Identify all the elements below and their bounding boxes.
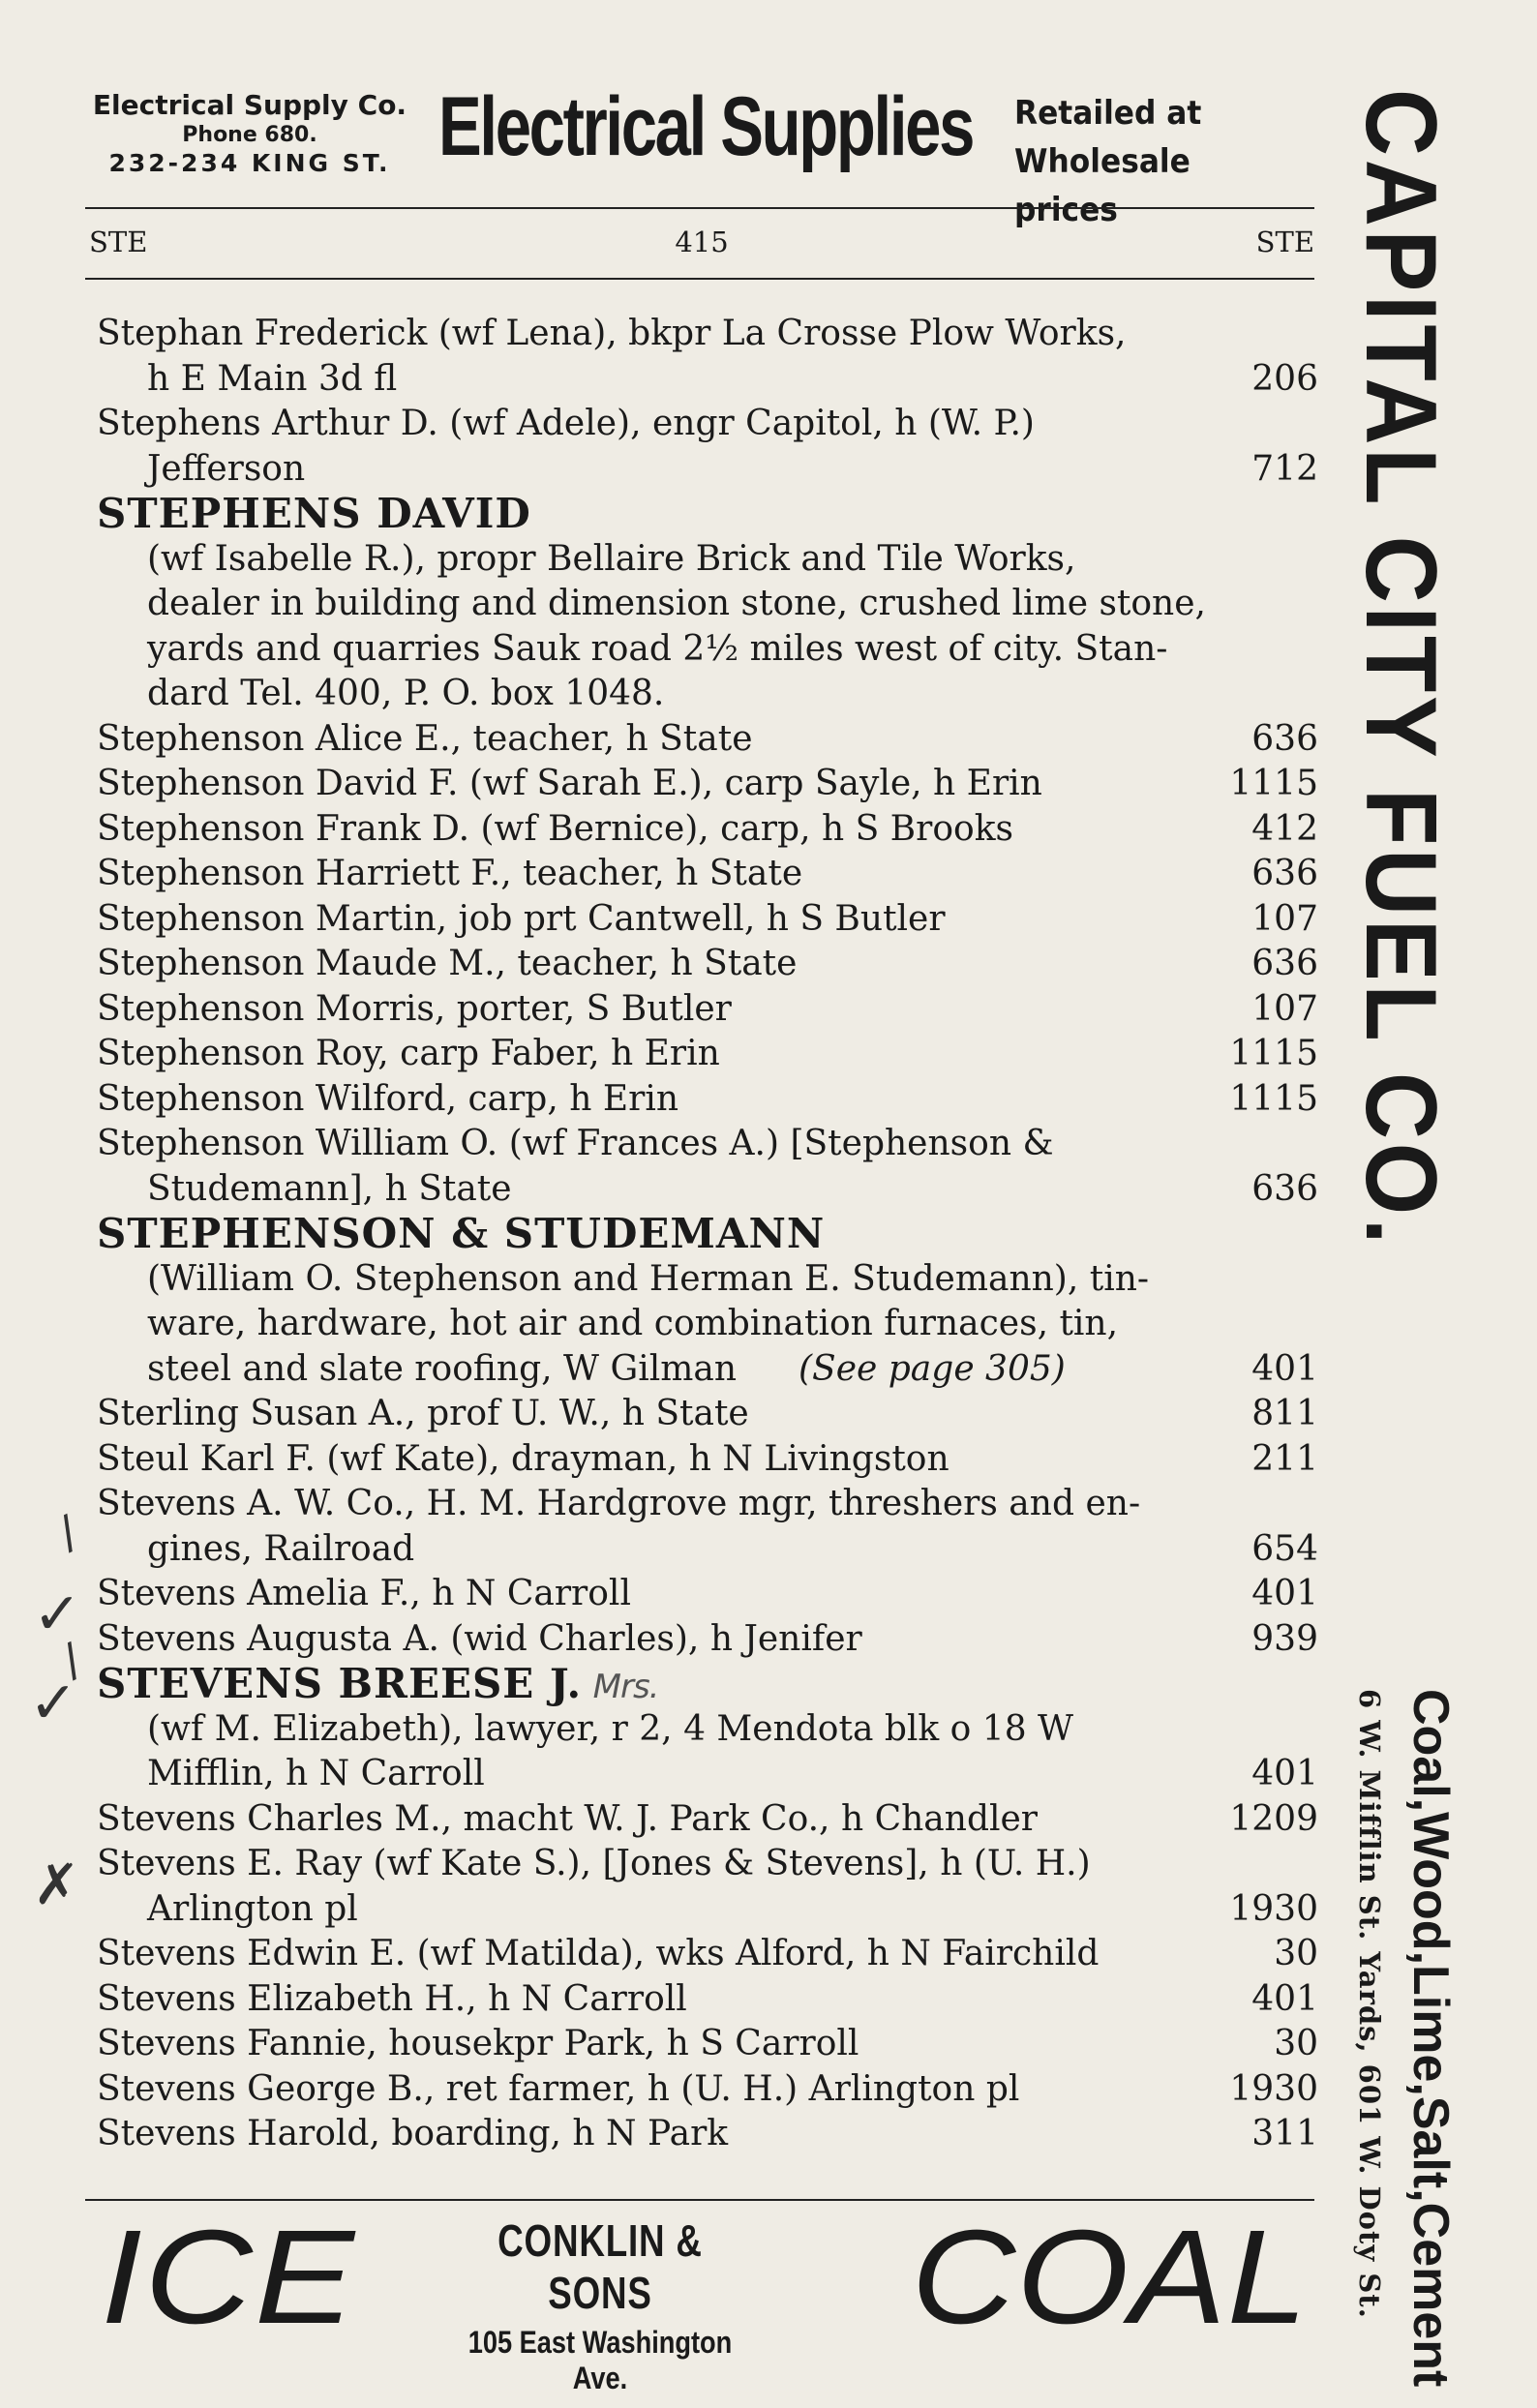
entry-heading xyxy=(97,1662,1318,1707)
entry-line xyxy=(97,1032,1318,1077)
house-number: 636 xyxy=(1251,718,1318,759)
entry-line-text: Stevens Augusta A. (wid Charles), h Jenifer xyxy=(97,1618,862,1659)
entry-line-text: Stephenson Roy, carp Faber, h Erin xyxy=(97,1034,720,1073)
ad-tagline xyxy=(1014,89,1299,234)
entry-line-text: gines, Railroad xyxy=(147,1528,415,1569)
header-rule-top xyxy=(85,207,1314,209)
entry-line-text: Stevens Elizabeth H., h N Carroll xyxy=(97,1978,687,2019)
directory-entry xyxy=(97,312,1318,402)
entry-line xyxy=(97,1572,1318,1617)
house-number: 1209 xyxy=(1229,1798,1318,1839)
entry-line xyxy=(97,1122,1318,1167)
entry-line-text: Stephens Arthur D. (wf Adele), engr Capitol, h (W. P.) xyxy=(97,404,1035,443)
directory-entry xyxy=(97,1032,1318,1077)
entry-line xyxy=(97,1167,1318,1213)
bottom-ad-rule xyxy=(85,2199,1314,2201)
handwritten-annotation: Mrs. xyxy=(592,1668,659,1706)
entry-line xyxy=(97,1932,1318,1977)
entry-line-text: Stephenson Wilford, carp, h Erin xyxy=(97,1078,679,1119)
directory-entry xyxy=(97,2022,1318,2067)
entry-line xyxy=(97,1617,1318,1663)
entry-heading xyxy=(97,492,1318,537)
entry-line xyxy=(97,1527,1318,1573)
entry-heading xyxy=(97,1212,1318,1257)
entry-line xyxy=(97,2112,1318,2157)
entry-line-text: yards and quarries Sauk road 2½ miles west of city. Stan- xyxy=(147,628,1168,669)
entry-line xyxy=(97,357,1318,403)
margin-mark-slash: / xyxy=(53,1633,90,1687)
entry-line-text: steel and slate roofing, W Gilman xyxy=(147,1348,738,1389)
house-number: 311 xyxy=(1251,2114,1318,2153)
entry-line xyxy=(97,1257,1318,1303)
entry-line xyxy=(97,942,1318,987)
directory-entry xyxy=(97,1797,1318,1843)
entry-line xyxy=(97,1302,1318,1347)
entry-line-text: (wf Isabelle R.), propr Bellaire Brick and Tile Works, xyxy=(147,538,1076,579)
entry-line xyxy=(97,1437,1318,1483)
header-left-key: STE xyxy=(89,226,148,258)
ad-tagline-2: Wholesale prices xyxy=(1014,142,1190,229)
directory-entry-display xyxy=(97,492,1318,717)
house-number: 412 xyxy=(1251,808,1318,849)
entry-line xyxy=(97,897,1318,943)
running-header xyxy=(89,226,1314,264)
ad-company-block xyxy=(85,89,414,177)
entry-line-text: Stevens George B., ret farmer, h (U. H.) Arlington pl xyxy=(97,2068,1020,2109)
entry-line-text: Mifflin, h N Carroll xyxy=(147,1754,485,1793)
directory-entries xyxy=(97,312,1318,2157)
entry-line-text: Stevens Harold, boarding, h N Park xyxy=(97,2114,729,2153)
entry-line-text: Stephenson William O. (wf Frances A.) [Stephenson & xyxy=(97,1124,1054,1163)
top-advertisement xyxy=(85,77,1314,229)
house-number: 712 xyxy=(1251,448,1318,489)
entry-line xyxy=(97,2022,1318,2067)
margin-checkmark: ✓ xyxy=(33,1580,82,1648)
margin-cross-mark: ✗ xyxy=(33,1851,80,1917)
house-number: 1115 xyxy=(1229,1078,1318,1119)
entry-line-text: Stephenson David F. (wf Sarah E.), carp Sayle, h Erin xyxy=(97,764,1042,803)
entry-line-text: dealer in building and dimension stone, crushed lime stone, xyxy=(147,584,1206,623)
directory-entry xyxy=(97,717,1318,763)
margin-mark-slash: / xyxy=(49,1505,86,1559)
entry-line-text: Stevens A. W. Co., H. M. Hardgrove mgr, threshers and en- xyxy=(97,1484,1141,1523)
entry-line xyxy=(97,1707,1318,1753)
entry-line-text: (wf M. Elizabeth), lawyer, r 2, 4 Mendota blk o 18 W xyxy=(147,1708,1074,1749)
entry-line xyxy=(97,807,1318,853)
ad-ice-word: ICE xyxy=(101,2203,357,2352)
house-number: 811 xyxy=(1251,1394,1318,1433)
entry-line-text: ware, hardware, hot air and combination furnaces, tin, xyxy=(147,1304,1119,1343)
entry-line xyxy=(97,1482,1318,1527)
entry-line xyxy=(97,2067,1318,2113)
entry-line-text: (William O. Stephenson and Herman E. Studemann), tin- xyxy=(147,1258,1150,1299)
entry-line xyxy=(97,1347,1318,1393)
house-number: 654 xyxy=(1251,1528,1318,1569)
margin-checkmark: ✓ xyxy=(29,1670,78,1737)
entry-heading-text: STEPHENSON & STUDEMANN xyxy=(97,1210,826,1257)
ad-company-name: Electrical Supply Co. xyxy=(92,89,407,121)
directory-entry-display xyxy=(97,1212,1318,1392)
entry-line xyxy=(97,537,1318,583)
directory-entry xyxy=(97,807,1318,853)
entry-line-text: Stephan Frederick (wf Lena), bkpr La Crosse Plow Works, xyxy=(97,314,1127,353)
house-number: 1930 xyxy=(1229,2068,1318,2109)
directory-entry xyxy=(97,1572,1318,1617)
house-number: 636 xyxy=(1251,944,1318,983)
entry-line xyxy=(97,762,1318,807)
house-number: 107 xyxy=(1251,988,1318,1029)
directory-entry xyxy=(97,987,1318,1033)
entry-line-text: Stephenson Martin, job prt Cantwell, h S Butler xyxy=(97,898,946,939)
house-number: 107 xyxy=(1251,898,1318,939)
entry-line xyxy=(97,1842,1318,1887)
entry-line-text: Stevens Charles M., macht W. J. Park Co., h Chandler xyxy=(97,1798,1039,1839)
directory-entry xyxy=(97,1932,1318,1977)
entry-line-text: Steul Karl F. (wf Kate), drayman, h N Livingston xyxy=(97,1438,949,1479)
header-rule-bottom xyxy=(85,278,1314,280)
page-number: 415 xyxy=(675,226,729,258)
entry-line xyxy=(97,1077,1318,1123)
ad-conklin-block xyxy=(426,2214,774,2396)
entry-line-text: Stevens Amelia F., h N Carroll xyxy=(97,1574,631,1613)
entry-line xyxy=(97,312,1318,357)
house-number: 401 xyxy=(1251,1574,1318,1613)
directory-entry xyxy=(97,1842,1318,1932)
ad-tagline-1: Retailed at xyxy=(1014,94,1202,133)
house-number: 206 xyxy=(1251,358,1318,399)
house-number: 401 xyxy=(1251,1754,1318,1793)
house-number: 401 xyxy=(1251,1348,1318,1389)
entry-heading-text: STEVENS BREESE J. xyxy=(97,1660,583,1707)
entry-line xyxy=(97,402,1318,447)
directory-entry xyxy=(97,1977,1318,2023)
ad-headline: Electrical Supplies xyxy=(438,80,974,173)
entry-line-text: Stephenson Frank D. (wf Bernice), carp, h S Brooks xyxy=(97,808,1013,849)
bottom-advertisement xyxy=(97,2203,1318,2395)
directory-entry xyxy=(97,1437,1318,1483)
directory-entry xyxy=(97,2112,1318,2157)
ad-phone: Phone 680. xyxy=(182,123,317,147)
entry-line xyxy=(97,627,1318,673)
entry-line-text: Arlington pl xyxy=(147,1888,358,1929)
entry-line xyxy=(97,1392,1318,1437)
entry-line-text: Stevens Edwin E. (wf Matilda), wks Alford, h N Fairchild xyxy=(97,1934,1100,1973)
directory-entry-display xyxy=(97,1662,1318,1797)
entry-line-text: Stephenson Alice E., teacher, h State xyxy=(97,718,753,759)
house-number: 939 xyxy=(1251,1618,1318,1659)
house-number: 1115 xyxy=(1229,764,1318,803)
directory-entry xyxy=(97,942,1318,987)
entry-line-text: Stevens Fannie, housekpr Park, h S Carroll xyxy=(97,2024,859,2063)
directory-entry xyxy=(97,1077,1318,1123)
directory-entry xyxy=(97,1392,1318,1437)
entry-heading-text: STEPHENS DAVID xyxy=(97,490,531,537)
entry-line-text: Stevens E. Ray (wf Kate S.), [Jones & Stevens], h (U. H.) xyxy=(97,1844,1091,1883)
side-ad-products: Coal,Wood,Lime,Salt,Cement xyxy=(1402,1689,1459,2388)
entry-line-text: Stephenson Harriett F., teacher, h State xyxy=(97,854,803,893)
entry-line-text: Jefferson xyxy=(147,448,306,489)
entry-line xyxy=(97,852,1318,897)
ad-conklin-name: CONKLIN & SONS xyxy=(497,2215,703,2318)
entry-line-text: Sterling Susan A., prof U. W., h State xyxy=(97,1394,749,1433)
side-ad-company: CAPITAL CITY FUEL CO. xyxy=(1344,89,1457,1249)
ad-coal-word: COAL xyxy=(911,2203,1309,2352)
house-number: 636 xyxy=(1251,854,1318,893)
house-number: 401 xyxy=(1251,1978,1318,2019)
entry-line xyxy=(97,1887,1318,1933)
entry-line xyxy=(97,717,1318,763)
directory-entry xyxy=(97,852,1318,897)
entry-line-text: Studemann], h State xyxy=(147,1168,512,1209)
directory-entry xyxy=(97,402,1318,492)
house-number: 636 xyxy=(1251,1168,1318,1209)
directory-entry xyxy=(97,1122,1318,1212)
entry-line xyxy=(97,987,1318,1033)
house-number: 211 xyxy=(1251,1438,1318,1479)
directory-entry xyxy=(97,1482,1318,1572)
entry-line xyxy=(97,1977,1318,2023)
entry-line xyxy=(97,1752,1318,1797)
directory-entry xyxy=(97,762,1318,807)
entry-line-text: dard Tel. 400, P. O. box 1048. xyxy=(147,674,665,713)
entry-line xyxy=(97,582,1318,627)
house-number: 1115 xyxy=(1229,1034,1318,1073)
entry-line-text: h E Main 3d fl xyxy=(147,358,398,399)
ad-conklin-address: 105 East Washington Ave. xyxy=(467,2325,733,2395)
entry-line xyxy=(97,672,1318,717)
directory-entry xyxy=(97,1617,1318,1663)
entry-line xyxy=(97,1797,1318,1843)
see-page-reference: (See page 305) xyxy=(799,1348,1066,1389)
entry-line-text: Stephenson Maude M., teacher, h State xyxy=(97,944,798,983)
ad-address: 232-234 KING ST. xyxy=(108,149,391,177)
directory-entry xyxy=(97,897,1318,943)
side-ad-address: 6 W. Mifflin St. Yards, 601 W. Doty St. xyxy=(1353,1689,1386,2319)
house-number: 1930 xyxy=(1229,1888,1318,1929)
directory-entry xyxy=(97,2067,1318,2113)
header-right-key: STE xyxy=(1255,226,1314,258)
house-number: 30 xyxy=(1274,2024,1318,2063)
house-number: 30 xyxy=(1274,1934,1318,1973)
entry-line xyxy=(97,447,1318,493)
entry-line-text: Stephenson Morris, porter, S Butler xyxy=(97,988,732,1029)
